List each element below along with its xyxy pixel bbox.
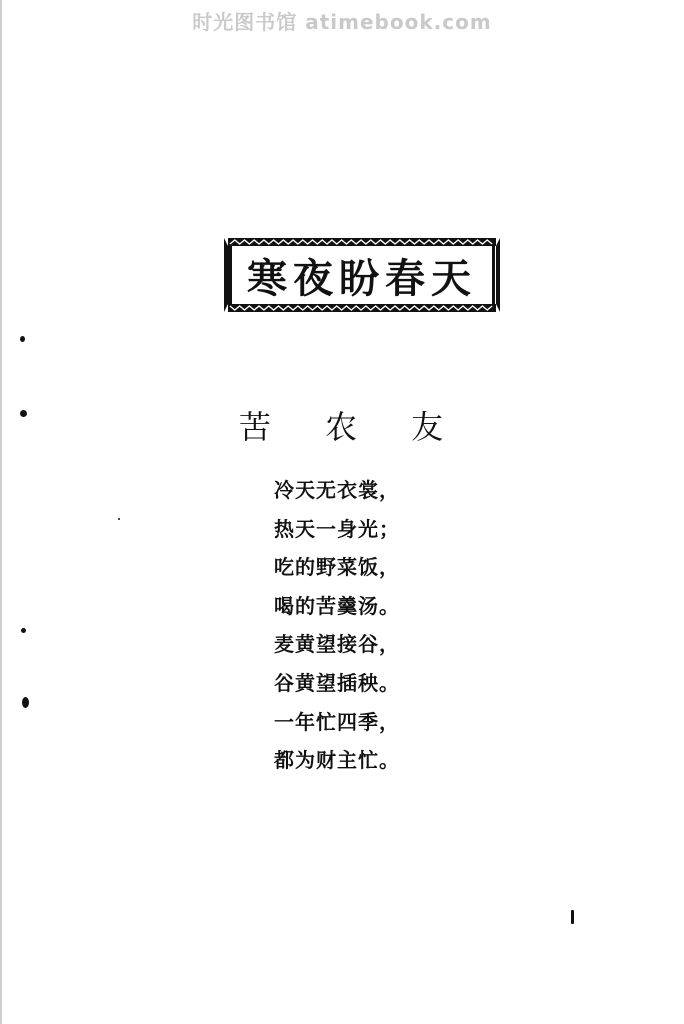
watermark: 时光图书馆 atimebook.com xyxy=(192,10,492,34)
poem-line: 热天一身光； xyxy=(274,516,400,541)
section-title-panel xyxy=(232,246,492,304)
poem-line: 吃的野菜饭， xyxy=(274,555,400,580)
poem-body xyxy=(274,480,400,789)
frame-border-bottom-decoration xyxy=(228,304,496,312)
scan-speck xyxy=(22,697,29,708)
scan-speck xyxy=(118,518,120,520)
frame-border-top-decoration xyxy=(228,238,496,246)
poem-title: 苦 农 友 xyxy=(238,408,466,446)
section-title-frame xyxy=(224,238,500,312)
scan-speck xyxy=(20,410,27,417)
poem-line: 谷黄望插秧。 xyxy=(274,670,400,695)
page-edge xyxy=(0,0,2,1024)
scan-speck xyxy=(20,336,25,342)
poem-line: 一年忙四季， xyxy=(274,709,400,734)
poem-line: 冷天无衣裳， xyxy=(274,478,400,502)
scan-speck xyxy=(571,910,574,924)
poem-line: 都为财主忙。 xyxy=(274,748,400,773)
poem-line: 麦黄望接谷， xyxy=(274,632,400,657)
scan-speck xyxy=(21,628,26,633)
section-title: 寒夜盼春天 xyxy=(247,254,477,302)
poem-line: 喝的苦羹汤。 xyxy=(274,593,400,618)
